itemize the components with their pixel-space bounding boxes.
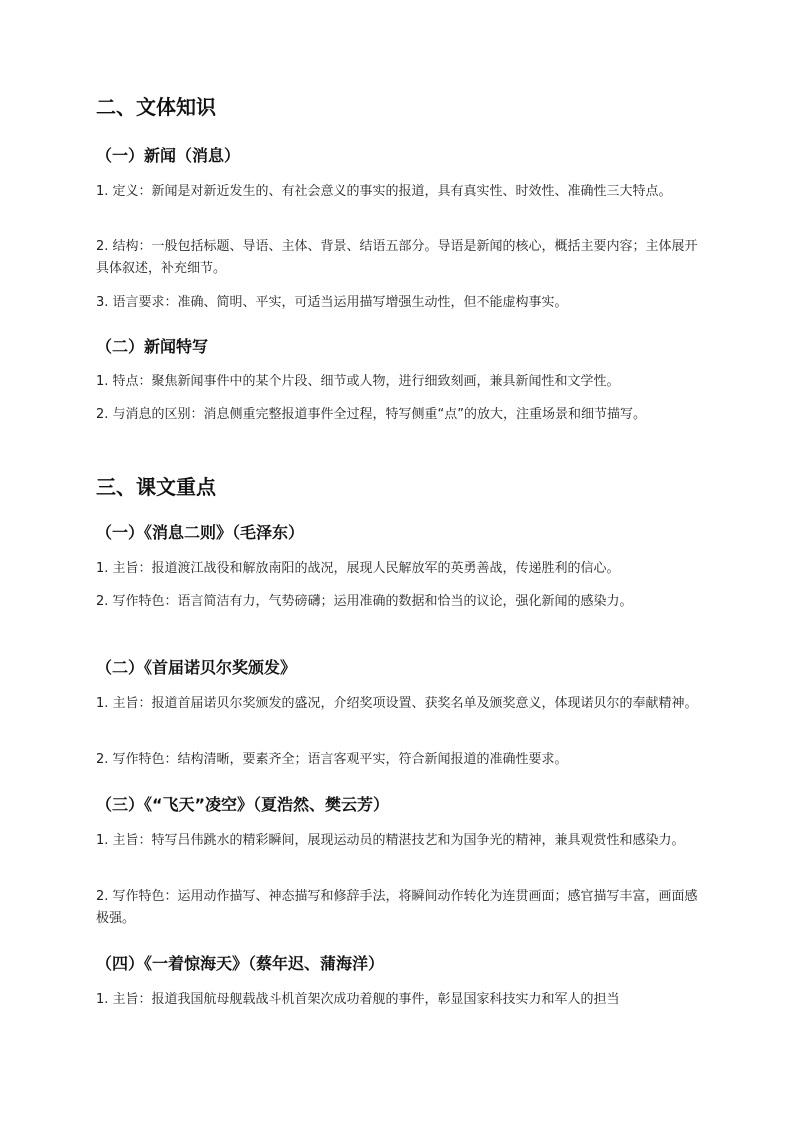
paragraph-news-language: 3. 语言要求：准确、简明、平实，可适当运用描写增强生动性，但不能虚构事实。 [96, 295, 568, 310]
paragraph-feitian-theme: 1. 主旨：特写吕伟跳水的精彩瞬间，展现运动员的精湛技艺和为国争光的精神，兼具观赏性和感染力。 [96, 833, 685, 848]
paragraph-two-news-theme: 1. 主旨：报道渡江战役和解放南阳的战况，展现人民解放军的英勇善战，传递胜利的信心。 [96, 561, 620, 576]
paragraph-feature-difference: 2. 与消息的区别：消息侧重完整报道事件全过程，特写侧重“点”的放大，注重场景和细节描写。 [96, 407, 647, 422]
subsection-heading-nobel: （二）《首届诺贝尔奖颁发》 [96, 658, 297, 677]
subsection-heading-news-feature: （二）新闻特写 [96, 337, 209, 356]
paragraph-news-definition: 1. 定义：新闻是对新近发生的、有社会意义的事实的报道，具有真实性、时效性、准确性三大特点。 [96, 184, 672, 199]
paragraph-feitian-style: 2. 写作特色：运用动作描写、神态描写和修辞手法，将瞬间动作转化为连贯画面；感官描写丰富，画面感极强。 [96, 889, 698, 926]
paragraph-two-news-style: 2. 写作特色：语言简洁有力，气势磅礴；运用准确的数据和恰当的议论，强化新闻的感染力。 [96, 594, 633, 609]
paragraph-nobel-style: 2. 写作特色：结构清晰，要素齐全；语言客观平实，符合新闻报道的准确性要求。 [96, 752, 568, 767]
paragraph-nobel-theme: 1. 主旨：报道首届诺贝尔奖颁发的盛况，介绍奖项设置、获奖名单及颁奖意义，体现诺贝尔的奉献精神。 [96, 696, 698, 711]
section-heading-genre-knowledge: 二、文体知识 [96, 95, 216, 119]
paragraph-carrier-landing-theme: 1. 主旨：报道我国航母舰载战斗机首架次成功着舰的事件，彰显国家科技实力和军人的担当 [96, 992, 620, 1007]
subsection-heading-carrier-landing: （四）《一着惊海天》（蔡年迟、蒲海洋） [96, 954, 385, 973]
paragraph-feature-traits: 1. 特点：聚焦新闻事件中的某个片段、细节或人物，进行细致刻画，兼具新闻性和文学性。 [96, 374, 620, 389]
section-heading-key-texts: 三、课文重点 [96, 475, 216, 499]
subsection-heading-two-news: （一）《消息二则》（毛泽东） [96, 523, 305, 542]
paragraph-news-structure: 2. 结构：一般包括标题、导语、主体、背景、结语五部分。导语是新闻的核心，概括主要内容；主体展开具体叙述，补充细节。 [96, 239, 698, 276]
subsection-heading-feitian: （三）《“飞天”凌空》（夏浩然、樊云芳） [96, 795, 390, 814]
subsection-heading-news: （一）新闻（消息） [96, 146, 241, 165]
